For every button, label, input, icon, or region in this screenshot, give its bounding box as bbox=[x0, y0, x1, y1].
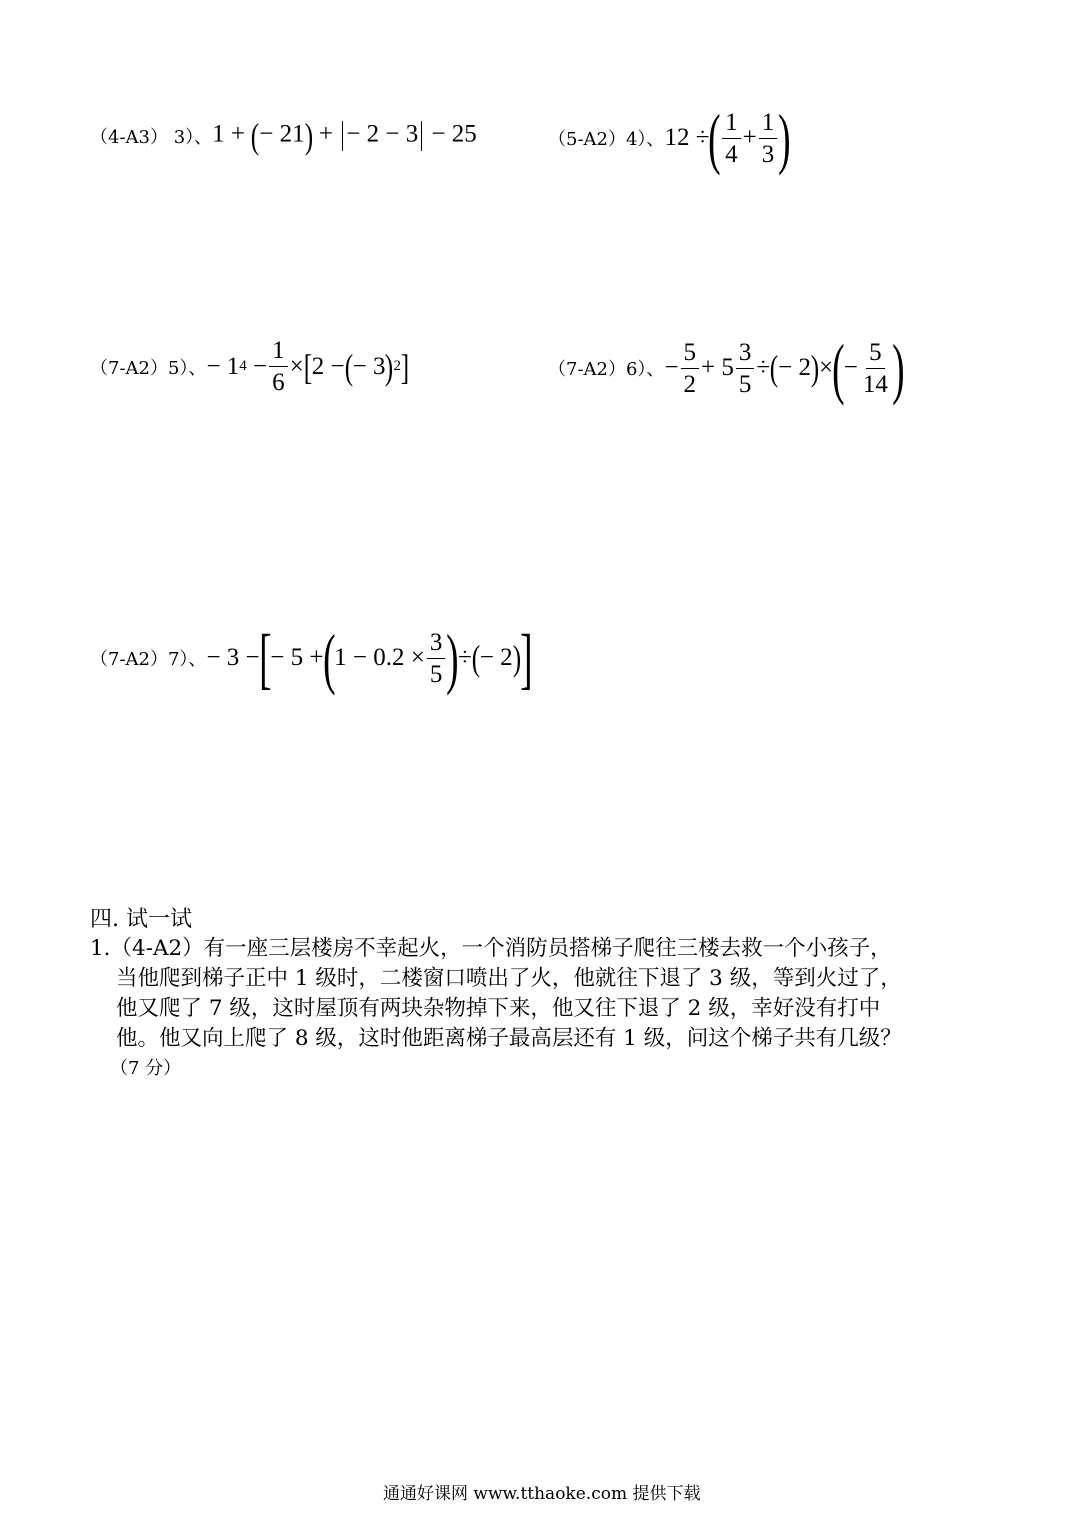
problem-4-label: （5-A2）4）、 bbox=[548, 129, 665, 150]
problem-5 bbox=[90, 338, 409, 395]
problem-3-label: （4-A3） 3）、 bbox=[90, 127, 213, 148]
problem-4-expression: 12 ÷ ( $\frac{1}{4}$ + $\frac{1}{3}$ ) bbox=[664, 100, 791, 176]
problem-7-expression: − 3 − [ − 5 + ( 1 − 0.2 × $\frac{3}{5}$ ) ÷ ( − 2 ) ] bbox=[206, 620, 533, 696]
problem-3-expression: 1 + (− 21) + − 2 − 3 − 25 bbox=[212, 116, 477, 156]
question-1-line-1 bbox=[90, 934, 1030, 964]
footer-credit: 通通好课网 www.tthaoke.com 提供下载 bbox=[383, 1484, 701, 1504]
question-1-points: （7 分） bbox=[110, 1058, 182, 1079]
problem-6-expression: − $\frac{5}{2}$ + 5 $\frac{3}{5}$ ÷ ( − 2 ) × ( − $\frac{5}{14}$ ) bbox=[664, 330, 905, 406]
problem-5-label: （7-A2）5）、 bbox=[90, 357, 207, 379]
problem-3 bbox=[90, 118, 477, 154]
question-1-number: 1. bbox=[90, 936, 111, 961]
question-1-line-4: 他。他又向上爬了 8 级，这时他距离梯子最高层还有 1 级，问这个梯子共有几级？ bbox=[116, 1026, 902, 1051]
question-1-text-1: （4-A2）有一座三层楼房不幸起火，一个消防员搭梯子爬往三楼去救一个小孩子， bbox=[110, 936, 892, 961]
question-1-line-2: 当他爬到梯子正中 1 级时，二楼窗口喷出了火，他就往下退了 3 级，等到火过了， bbox=[116, 966, 902, 991]
question-1-line-3: 他又爬了 7 级，这时屋顶有两块杂物掉下来，他又往下退了 2 级，幸好没有打中 bbox=[116, 996, 881, 1021]
problem-6-label: （7-A2）6）、 bbox=[548, 359, 665, 380]
section-heading: 四. 试一试 bbox=[90, 907, 192, 932]
problem-4 bbox=[548, 100, 791, 176]
problem-7-label: （7-A2）7）、 bbox=[90, 649, 207, 670]
question-1 bbox=[90, 934, 1030, 1084]
problem-5-expression: − 1 4 − $\frac{1}{6}$ × [ 2 − ( − 3 ) 2 ] bbox=[206, 337, 410, 396]
problem-7 bbox=[90, 620, 533, 696]
problem-6 bbox=[548, 330, 905, 406]
